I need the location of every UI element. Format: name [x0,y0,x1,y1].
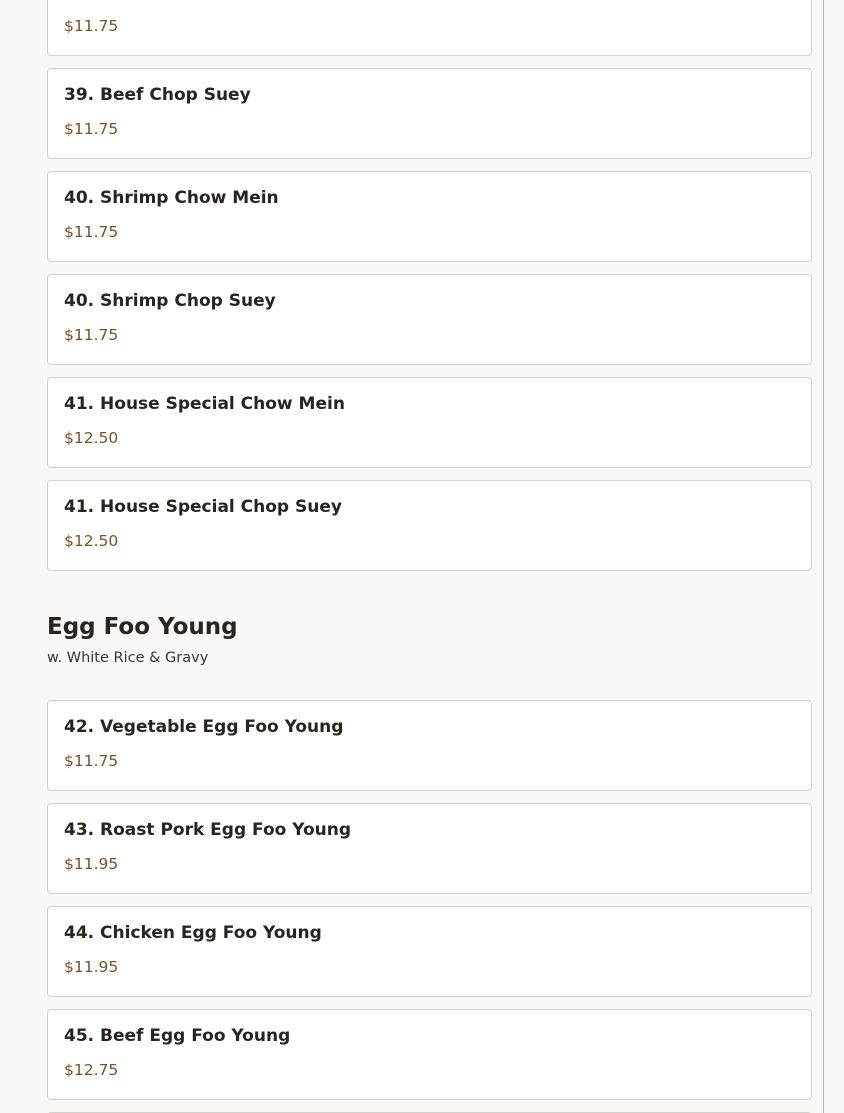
menu-item-card[interactable] [47,700,812,791]
menu-item-card[interactable] [47,68,812,159]
menu-item-price: $11.75 [64,326,119,344]
menu-item-price: $12.50 [64,532,119,550]
menu-item-price: $12.75 [64,1061,119,1079]
menu-item-name [64,0,795,3]
menu-item-name: 45. Beef Egg Foo Young [64,1026,291,1046]
menu-item-name: 41. House Special Chow Mein [64,394,345,414]
menu-item-card[interactable] [47,803,812,894]
menu-item-card[interactable] [47,274,812,365]
menu-item-name: 43. Roast Pork Egg Foo Young [64,820,352,840]
menu-item-name: 39. Beef Chop Suey [64,85,251,105]
menu-item-price: $11.95 [64,855,119,873]
menu-item-price: $11.75 [64,223,119,241]
menu-item-card[interactable] [47,1009,812,1100]
menu-item-price: $11.75 [64,752,119,770]
menu-item-card[interactable] [47,377,812,468]
menu-item-card[interactable] [47,171,812,262]
section-title: Egg Foo Young [47,614,238,640]
menu-item-card[interactable] [47,480,812,571]
section-subtitle: w. White Rice & Gravy [47,650,209,666]
menu-item-name: 41. House Special Chop Suey [64,497,342,517]
menu-item-price: $11.75 [64,17,119,35]
menu-item-name: 42. Vegetable Egg Foo Young [64,717,344,737]
menu-item-card[interactable] [47,0,812,56]
menu-item-name: 40. Shrimp Chow Mein [64,188,279,208]
menu-item-name: 44. Chicken Egg Foo Young [64,923,322,943]
menu-section-chow-mein [47,0,812,571]
menu-item-price: $11.95 [64,958,119,976]
menu-item-price: $11.75 [64,120,119,138]
menu-item-name: 40. Shrimp Chop Suey [64,291,276,311]
menu-content [47,0,812,1113]
menu-section-egg-foo-young [47,583,812,1113]
menu-item-price: $12.50 [64,429,119,447]
scroll-divider [823,0,824,1113]
section-header [47,583,812,700]
menu-item-card[interactable] [47,906,812,997]
